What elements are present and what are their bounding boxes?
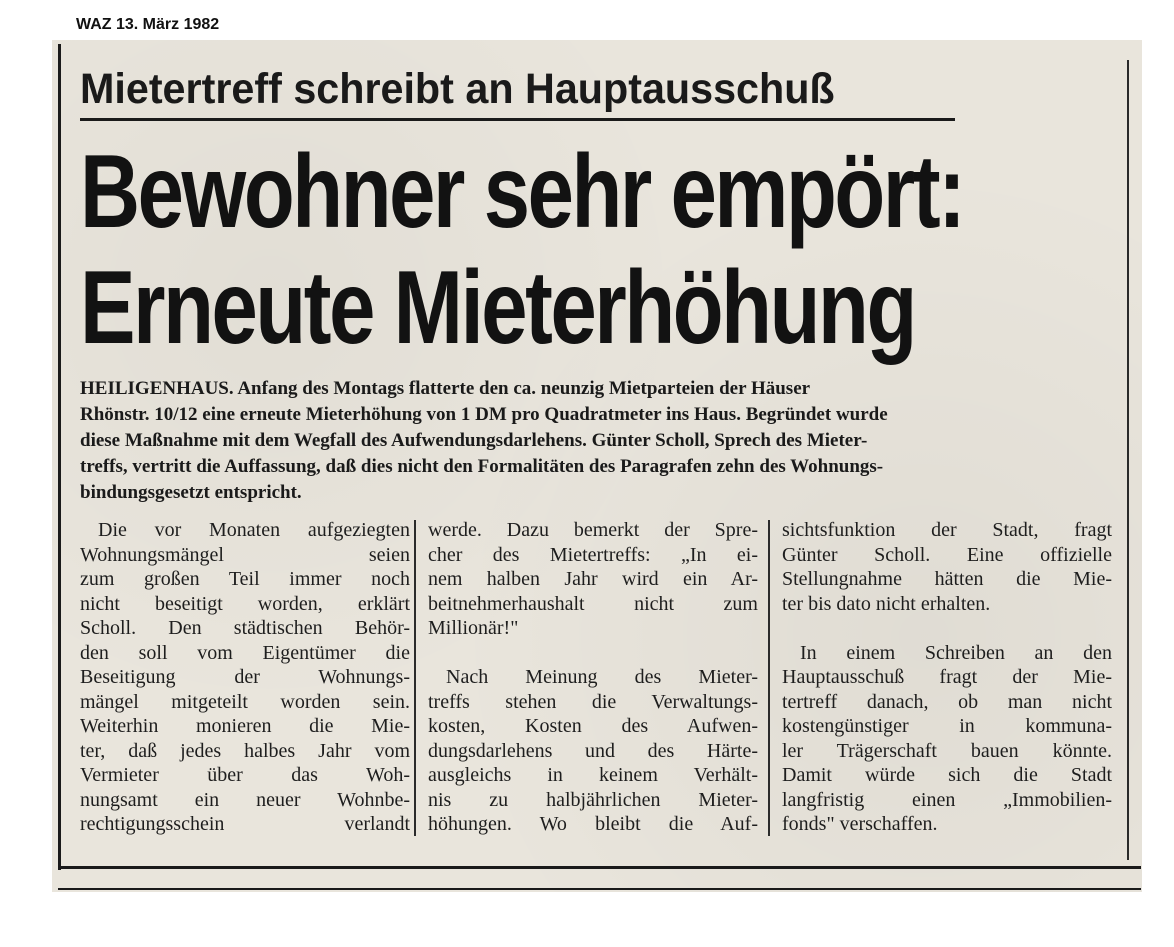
column-line: nis zu halbjährlichen Mieter-: [428, 788, 758, 811]
source-label: WAZ 13. März 1982: [76, 16, 220, 33]
column-line: ter, daß jedes halbes Jahr vom: [80, 739, 410, 762]
lead-line: HEILIGENHAUS. Anfang des Montags flatterte den ca. neunzig Mietparteien der Häuser: [80, 378, 811, 399]
column-line: ausgleichs in keinem Verhält-: [428, 764, 758, 786]
column-line: Wohnungsmängel seien: [80, 543, 410, 566]
left-border-rule: [58, 44, 61, 870]
column-line: Nach Meinung des Mieter-: [446, 666, 758, 688]
bottom-rule: [58, 888, 1141, 890]
column-line: nicht beseitigt worden, erklärt: [80, 592, 410, 615]
column-line: werde. Dazu bemerkt der Spre-: [428, 519, 758, 541]
column-line: Vermieter über das Woh-: [80, 764, 410, 786]
column-line: ler Trägerschaft bauen könnte.: [782, 739, 1112, 762]
column-line: fonds" verschaffen.: [782, 813, 938, 835]
column-line: Günter Scholl. Eine offizielle: [782, 543, 1112, 566]
article-kicker: Mietertreff schreibt an Hauptausschuß: [80, 65, 835, 113]
column-line: ter bis dato nicht erhalten.: [782, 592, 991, 615]
article-headline: [80, 134, 1130, 366]
lead-line: Rhönstr. 10/12 eine erneute Mieterhöhung von 1 DM pro Quadratmeter ins Haus. Begründet wurde: [80, 404, 888, 425]
column-line: kosten, Kosten des Aufwen-: [428, 715, 758, 737]
column-line: tertreff danach, ob man nicht: [782, 690, 1112, 713]
column-line: Beseitigung der Wohnungs-: [80, 666, 410, 688]
column-line: beitnehmerhaushalt nicht zum: [428, 592, 758, 615]
column-line: Die vor Monaten aufgeziegten: [98, 519, 410, 541]
column-divider: [768, 520, 770, 836]
column-line: sichtsfunktion der Stadt, fragt: [782, 519, 1112, 541]
lead-line: treffs, vertritt die Auffassung, daß dies nicht den Formalitäten des Paragrafen zehn des Wohnungs-: [80, 456, 884, 477]
column-line: kostengünstiger in kommuna-: [782, 715, 1112, 737]
column-line: langfristig einen „Immobilien-: [782, 788, 1112, 811]
bottom-rule: [58, 866, 1141, 869]
lead-line: diese Maßnahme mit dem Wegfall des Aufwendungsdarlehens. Günter Scholl, Sprech des Mieter-: [80, 430, 868, 451]
column-line: zum großen Teil immer noch: [80, 568, 410, 590]
column-line: höhungen. Wo bleibt die Auf-: [428, 813, 758, 835]
column-line: den soll vom Eigentümer die: [80, 641, 410, 664]
column-line: Stellungnahme hätten die Mie-: [782, 568, 1112, 590]
kicker-underline: [80, 118, 955, 121]
column-line: dungsdarlehens und des Härte-: [428, 739, 758, 762]
column-line: rechtigungsschein verlandt: [80, 813, 410, 835]
headline-line: Bewohner sehr empört:: [80, 134, 964, 250]
column-line: mängel mitgeteilt worden sein.: [80, 690, 410, 713]
paragraph-gap: [428, 641, 758, 666]
article-lead: [80, 376, 1120, 506]
column-line: Hauptausschuß fragt der Mie-: [782, 666, 1112, 688]
column-line: nungsamt ein neuer Wohnbe-: [80, 788, 410, 811]
column-line: In einem Schreiben an den: [800, 641, 1112, 664]
column-line: Scholl. Den städtischen Behör-: [80, 617, 410, 639]
column-line: nem halben Jahr wird ein Ar-: [428, 568, 758, 590]
column-line: Damit würde sich die Stadt: [782, 764, 1112, 786]
column-line: cher des Mietertreffs: „In ei-: [428, 543, 758, 566]
headline-line: Erneute Mieterhöhung: [80, 250, 915, 366]
column-divider: [414, 520, 416, 836]
body-column-3: [782, 518, 1112, 837]
column-line: Weiterhin monieren die Mie-: [80, 715, 410, 737]
body-column-1: [80, 518, 410, 837]
column-line: Millionär!": [428, 617, 519, 639]
lead-line: bindungsgesetzt entspricht.: [80, 482, 302, 503]
paragraph-gap: [782, 616, 1112, 641]
body-column-2: [428, 518, 758, 837]
column-line: treffs stehen die Verwaltungs-: [428, 690, 758, 713]
